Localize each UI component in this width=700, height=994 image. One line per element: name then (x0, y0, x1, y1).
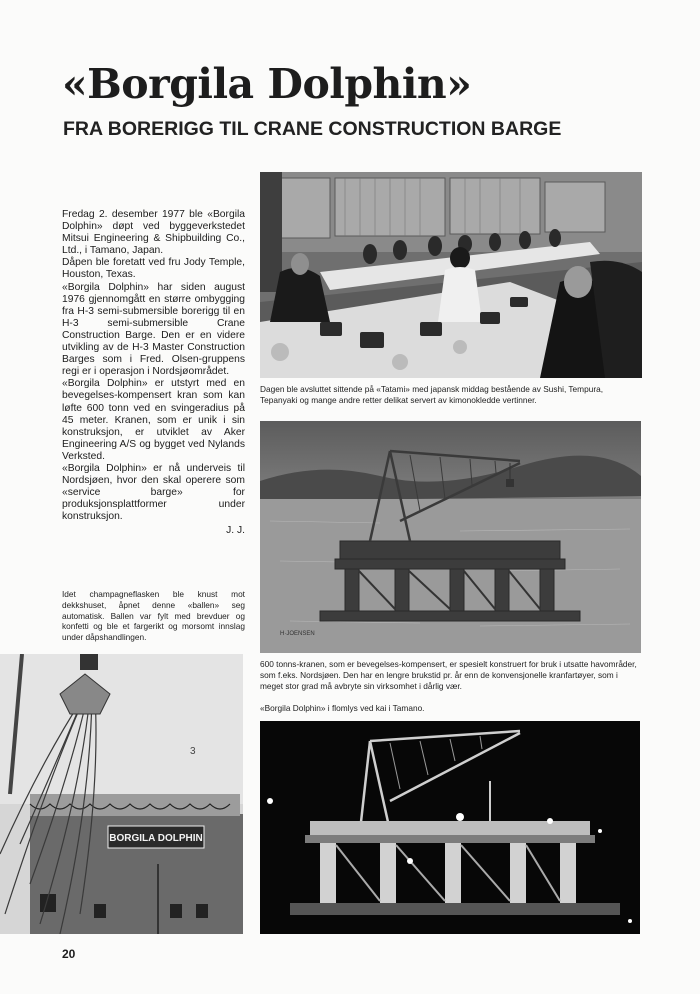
dinner-photo (260, 172, 642, 378)
christening-image (0, 654, 243, 934)
article-subtitle: FRA BORERIGG TIL CRANE CONSTRUCTION BARGE (63, 118, 562, 140)
ship-name-sign: BORGILA DOLPHIN (109, 833, 203, 844)
dinner-caption: Dagen ble avsluttet sittende på «Tatami» med japansk middag bestående av Sushi, Tempura, Tepanyaki og mange andre retter delikat servert av kimonokledde vertinner. (260, 384, 603, 405)
crane-caption: 600 tonns-kranen, som er bevegelses-kompensert, er spesielt konstruert for bruk i utsatte havområder, som f.eks. Nordsjøen. Den har en lengre brukstid pr. år enn de konvensjonelle kranfartøyer, som i meget stor grad må avbryte sin virksomhet i dårlig vær. (260, 659, 637, 691)
rig-painting-photo (260, 421, 641, 653)
night-photo (260, 721, 640, 934)
rig-painting-image (260, 421, 641, 653)
page-number: 20 (62, 947, 76, 961)
article-title: «Borgila Dolphin» (62, 60, 472, 108)
champagne-caption: Idet champagneflasken ble knust mot dekkshuset, åpnet denne «ballen» seg automatisk. Ballen var fylt med brevduer og konfetti og ble et fargerikt og morsomt innslag under dåpshandlingen. (62, 589, 245, 643)
night-caption: «Borgila Dolphin» i flomlys ved kai i Tamano. (260, 703, 425, 713)
painting-signature: H·JOENSEN (280, 631, 315, 637)
paragraph: Dåpen ble foretatt ved fru Jody Temple, Houston, Texas. (62, 257, 245, 281)
author-signature: J. J. (226, 525, 245, 537)
paragraph: Fredag 2. desember 1977 ble «Borgila Dolphin» døpt ved byggeverkstedet Mitsui Engineering & Shipbuilding Co., Ltd., i Tamano, Japan. (62, 209, 245, 257)
article-body (62, 209, 245, 536)
christening-photo (0, 654, 243, 934)
paragraph: «Borgila Dolphin» er utstyrt med en bevegelses-kompensert kran som kan løfte 600 tonn ved en svingeradius på 45 meter. Kranen, som er unik i sin konstruksjon, er utviklet av Aker Engineering A/S og bygget ved Nylands Verksted. (62, 378, 245, 462)
paragraph: «Borgila Dolphin» har siden august 1976 gjennomgått en større ombygging fra H-3 semi-submersible borerigg til en H-3 semi-submersible Crane Construction Barge. Den er en videre utvikling av de H-3 Master Construction Barges som i Fred. Olsen-gruppens regi er i operasjon i Nordsjøområdet. (62, 281, 245, 378)
dinner-photo-image (260, 172, 642, 378)
night-image (260, 721, 640, 934)
paragraph: «Borgila Dolphin» er nå underveis til Nordsjøen, hvor den skal operere som «service barge» for produksjonsplattformer under konstruksjon. (62, 462, 245, 523)
svg-text:3: 3 (190, 746, 196, 757)
